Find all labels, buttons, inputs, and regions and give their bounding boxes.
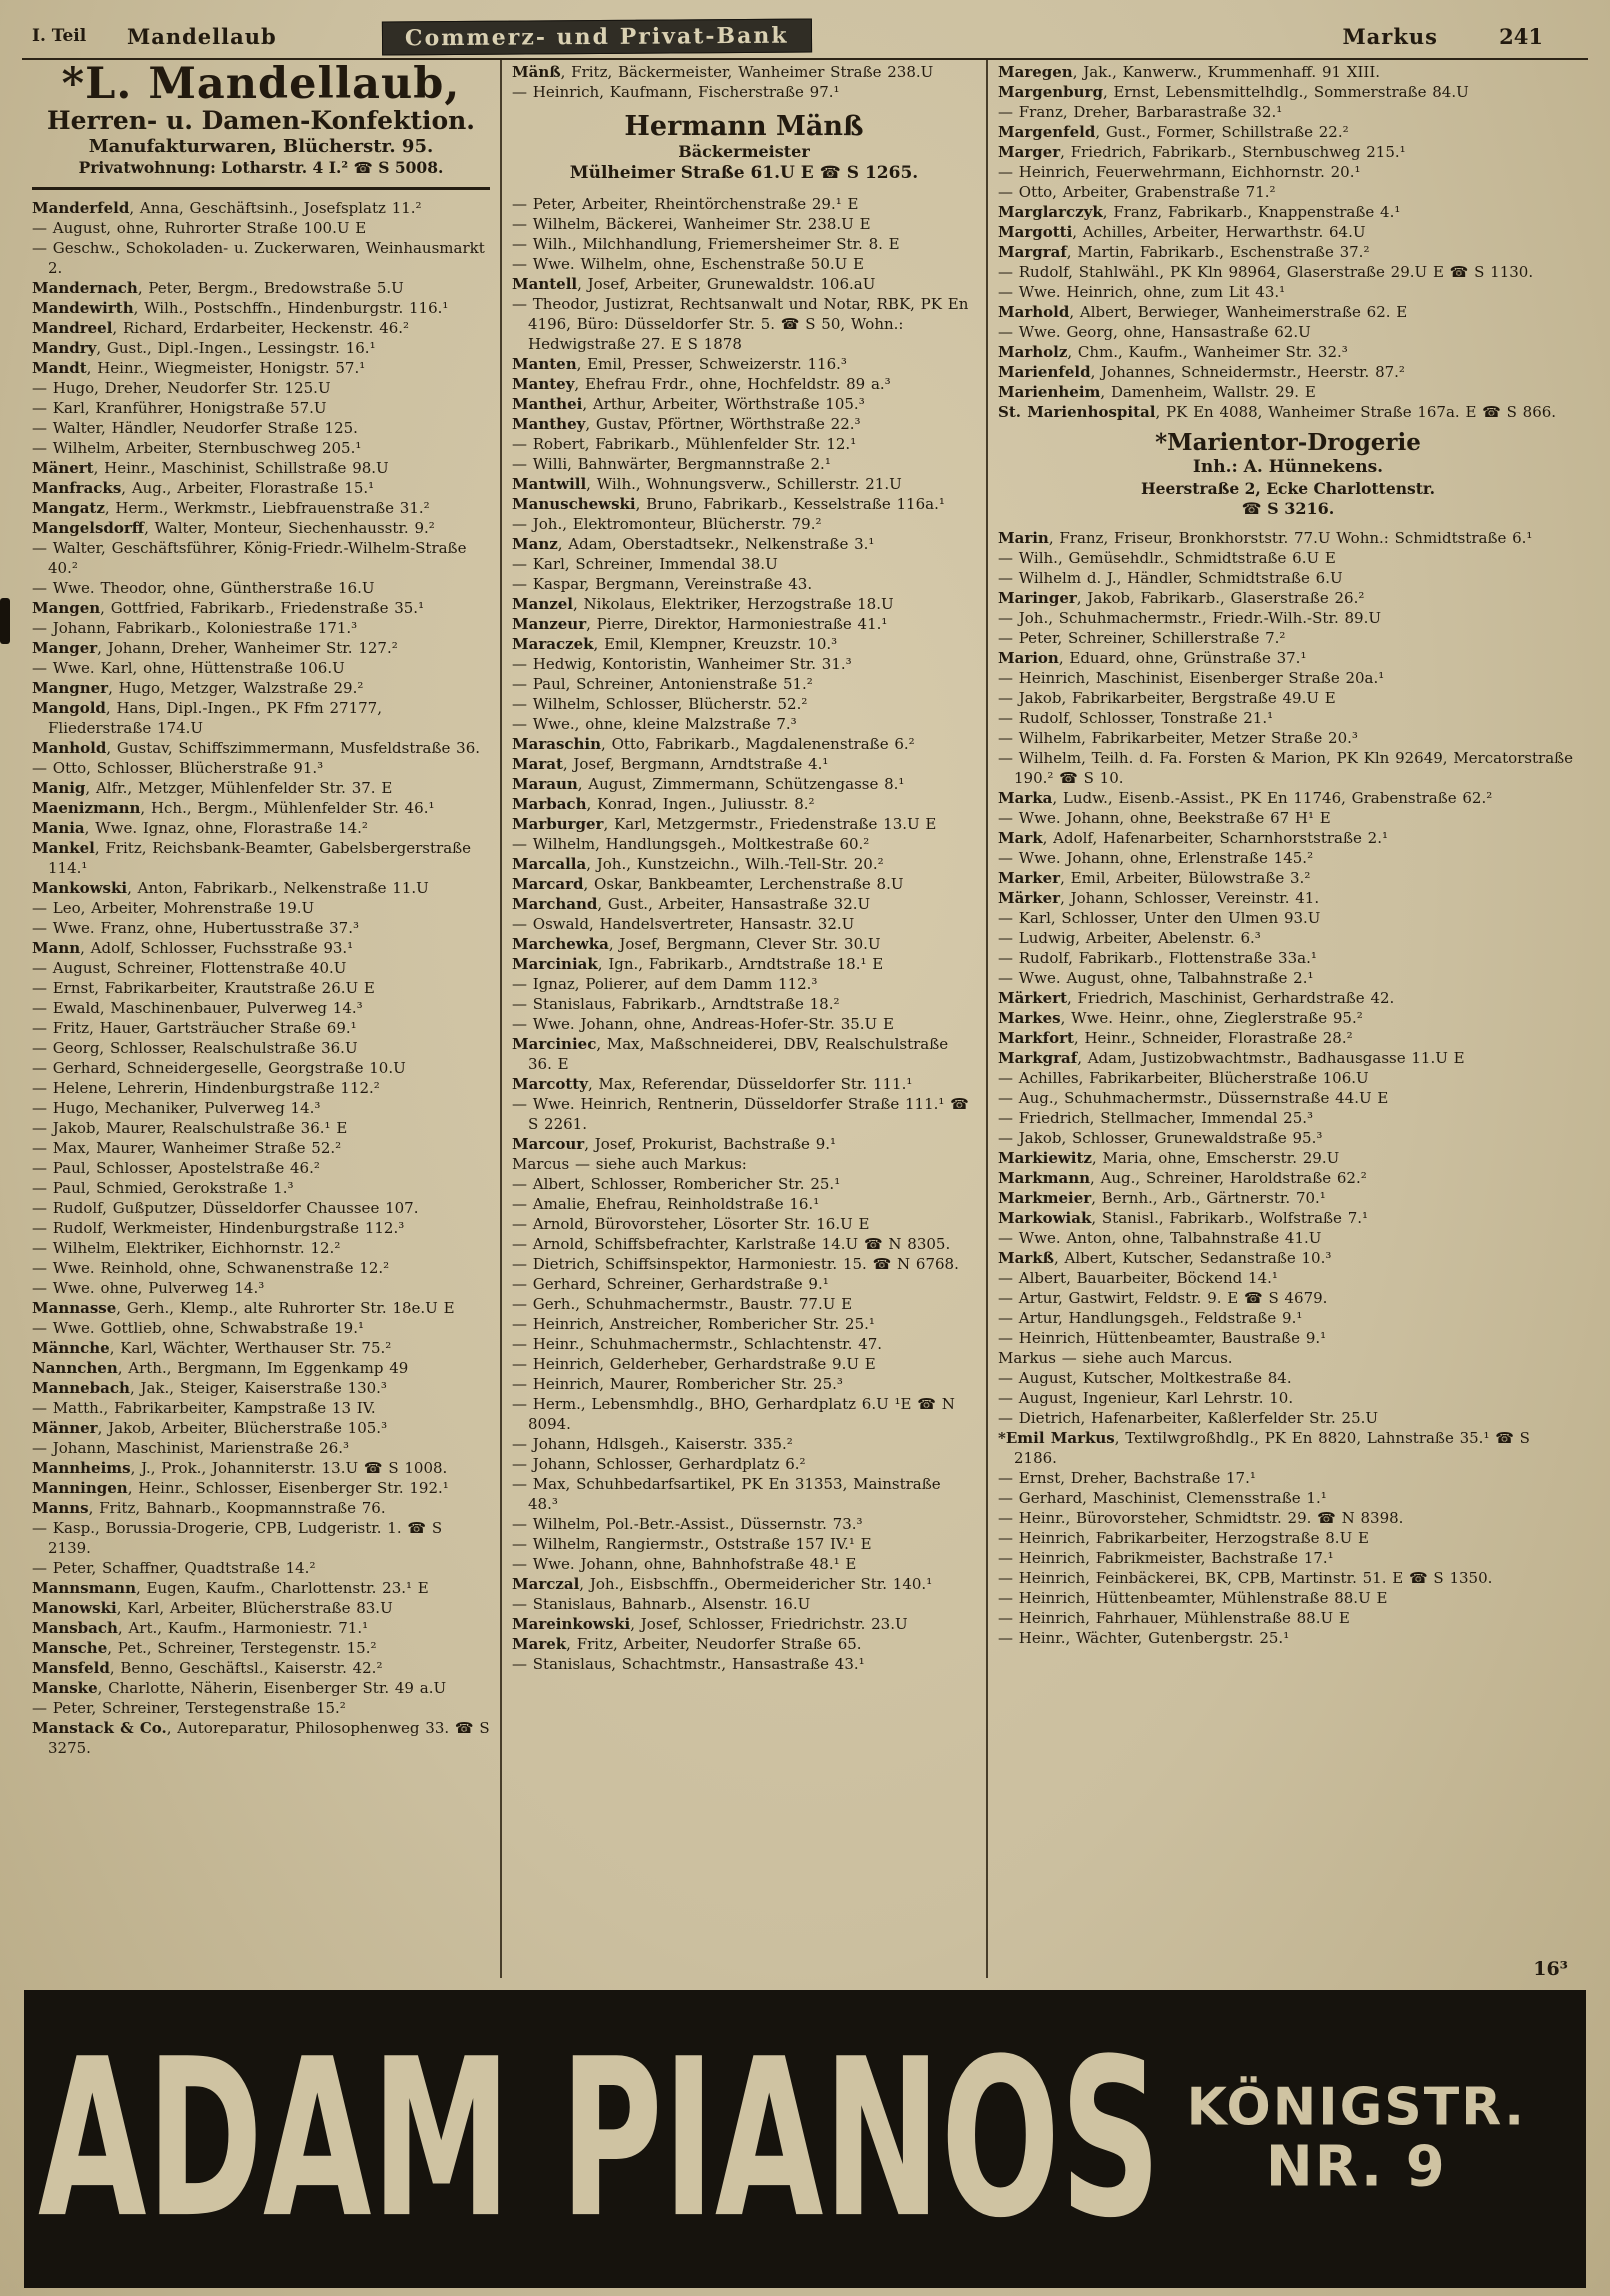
directory-entry: — Stanislaus, Schachtmstr., Hansastraße 43.¹ [512, 1655, 865, 1674]
directory-entry: Manuschewski, Bruno, Fabrikarb., Kesselstraße 116a.¹ [512, 495, 945, 514]
column-1 [22, 60, 500, 1978]
directory-entry: — Dietrich, Schiffsinspektor, Harmoniestr. 15. ☎ N 6768. [512, 1255, 959, 1274]
directory-entry: — Robert, Fabrikarb., Mühlenfelder Str. 12.¹ [512, 435, 857, 454]
marientor-ad-phone-line [998, 499, 1578, 520]
directory-entry: — Friedrich, Stellmacher, Immendal 25.³ [998, 1109, 1314, 1128]
directory-entry: Marin, Franz, Friseur, Bronkhorststr. 77.U Wohn.: Schmidtstraße 6.¹ [998, 529, 1533, 548]
directory-entry: Mänert, Heinr., Maschinist, Schillstraße 98.U [32, 458, 389, 477]
maenss-ad-role: Bäckermeister [678, 141, 810, 161]
directory-entry: — Rudolf, Fabrikarb., Flottenstraße 33a.¹ [998, 949, 1317, 968]
adam-pianos-ad [24, 1990, 1586, 2288]
directory-entry: Marger, Friedrich, Fabrikarb., Sternbuschweg 215.¹ [998, 143, 1406, 161]
directory-entry: Mangelsdorff, Walter, Monteur, Siechenhausstr. 9.² [32, 518, 435, 537]
directory-entry: Märker, Johann, Schlosser, Vereinstr. 41. [998, 889, 1320, 908]
directory-entry: Marienheim, Damenheim, Wallstr. 29. E [998, 383, 1316, 401]
maenss-ad-name: Hermann Mänß [624, 111, 864, 142]
directory-entry: Mangatz, Herm., Werkmstr., Liebfrauenstraße 31.² [32, 498, 430, 517]
directory-entry: — Wwe. Johann, ohne, Erlenstraße 145.² [998, 849, 1314, 868]
directory-entry: — Oswald, Handelsvertreter, Hansastr. 32.U [512, 915, 855, 934]
directory-entry: Mangen, Gottfried, Fabrikarb., Friedenstraße 35.¹ [32, 598, 425, 617]
directory-entry: Markes, Wwe. Heinr., ohne, Zieglerstraße 95.² [998, 1009, 1363, 1028]
directory-entry: Manthei, Arthur, Arbeiter, Wörthstraße 105.³ [512, 395, 865, 414]
directory-entry: — Heinrich, Maschinist, Eisenberger Straße 20a.¹ [998, 669, 1385, 688]
directory-entry: Marker, Emil, Arbeiter, Bülowstraße 3.² [998, 869, 1311, 888]
directory-entry: — Otto, Arbeiter, Grabenstraße 71.² [998, 183, 1276, 201]
directory-entry: — Herm., Lebensmhdlg., BHO, Gerhardplatz 6.U ¹E ☎ N 8094. [512, 1395, 955, 1434]
signature-mark: 16³ [1533, 1958, 1568, 1980]
directory-entry: — Geschw., Schokoladen- u. Zuckerwaren, Weinhausmarkt 2. [32, 238, 485, 277]
directory-entry: — Wwe. ohne, Pulverweg 14.³ [32, 1278, 265, 1297]
mandellaub-ad-name: *L. Mandellaub, [61, 60, 461, 109]
directory-entry: — Wilhelm, Rangiermstr., Oststraße 157 IV.¹ E [512, 1535, 872, 1554]
directory-entry: — Theodor, Justizrat, Rechtsanwalt und Notar, RBK, PK En 4196, Büro: Düsseldorfer Str. 5. ☎ S 50, Wohn.: Hedwigstraße 27. E S 1878 [512, 295, 969, 354]
directory-entry: — Heinrich, Feinbäckerei, BK, CPB, Martinstr. 51. E ☎ S 1350. [998, 1569, 1493, 1588]
header-left-keyword: Mandellaub [127, 24, 277, 49]
directory-entry: St. Marienhospital, PK En 4088, Wanheimer Straße 167a. E ☎ S 866. [998, 403, 1557, 421]
directory-entry: — Peter, Schreiner, Schillerstraße 7.² [998, 629, 1286, 648]
directory-entry: — Helene, Lehrerin, Hindenburgstraße 112.² [32, 1078, 380, 1097]
directory-entry: — Wwe. August, ohne, Talbahnstraße 2.¹ [998, 969, 1314, 988]
ink-smudge [0, 598, 10, 644]
directory-entry: — Gerh., Schuhmachermstr., Baustr. 77.U E [512, 1295, 853, 1314]
directory-entry: Mandewirth, Wilh., Postschffn., Hindenburgstr. 116.¹ [32, 298, 449, 317]
mandellaub-ad-home: Privatwohnung: Lotharstr. 4 I.² ☎ S 5008. [78, 158, 444, 178]
directory-entry: — Peter, Schreiner, Terstegenstraße 15.² [32, 1698, 346, 1717]
mandellaub-ad-trade: Herren- u. Damen-Konfektion. [46, 106, 475, 136]
directory-entry: Marek, Fritz, Arbeiter, Neudorfer Straße 65. [512, 1635, 862, 1654]
directory-entry: — Wilhelm, Teilh. d. Fa. Forsten & Marion, PK Kln 92649, Mercatorstraße 190.² ☎ S 10. [998, 749, 1574, 788]
entries-col1 [32, 198, 490, 1758]
directory-entry: — Wilh., Milchhandlung, Friemersheimer Str. 8. E [512, 235, 900, 254]
directory-entry: Manten, Emil, Presser, Schweizerstr. 116.³ [512, 355, 847, 374]
directory-entry: Markiewitz, Maria, ohne, Emscherstr. 29.U [998, 1149, 1340, 1168]
directory-entry: Mangold, Hans, Dipl.-Ingen., PK Ffm 27177, Fliederstraße 174.U [32, 698, 382, 737]
directory-entry: Marchand, Gust., Arbeiter, Hansastraße 32.U [512, 895, 871, 914]
directory-entry: — Kasp., Borussia-Drogerie, CPB, Ludgeristr. 1. ☎ S 2139. [32, 1518, 443, 1557]
directory-entry: Manningen, Heinr., Schlosser, Eisenberger Str. 192.¹ [32, 1478, 449, 1497]
directory-entry: Marburger, Karl, Metzgermstr., Friedenstraße 13.U E [512, 815, 937, 834]
directory-entry: Margenburg, Ernst, Lebensmittelhdlg., Sommerstraße 84.U [998, 83, 1469, 101]
directory-entry: — Artur, Handlungsgeh., Feldstraße 9.¹ [998, 1309, 1303, 1328]
directory-entry: — Wilhelm, Handlungsgeh., Moltkestraße 60.² [512, 835, 870, 854]
directory-columns [22, 60, 1588, 1978]
directory-entry: Manhold, Gustav, Schiffszimmermann, Musfeldstraße 36. [32, 738, 481, 757]
directory-entry: Margraf, Martin, Fabrikarb., Eschenstraße 37.² [998, 243, 1370, 261]
directory-entry: — Wilh., Gemüsehdlr., Schmidtstraße 6.U E [998, 549, 1336, 568]
directory-entry: Markowiak, Stanisl., Fabrikarb., Wolfstraße 7.¹ [998, 1209, 1369, 1228]
directory-entry: Mansche, Pet., Schreiner, Terstegenstr. 15.² [32, 1638, 377, 1657]
directory-entry: — Hugo, Mechaniker, Pulverweg 14.³ [32, 1098, 321, 1117]
directory-entry: Mangner, Hugo, Metzger, Walzstraße 29.² [32, 678, 364, 697]
maenss-ad [512, 112, 976, 186]
directory-entry: Markmeier, Bernh., Arb., Gärtnerstr. 70.¹ [998, 1189, 1326, 1208]
directory-entry: — Arnold, Bürovorsteher, Lösorter Str. 16.U E [512, 1215, 870, 1234]
directory-entry: — Johann, Schlosser, Gerhardplatz 6.² [512, 1455, 806, 1474]
directory-entry: Mänß, Fritz, Bäckermeister, Wanheimer Straße 238.U [512, 63, 934, 81]
page-header [22, 0, 1588, 60]
entries-col3-pre [998, 62, 1578, 422]
directory-entry: — Rudolf, Werkmeister, Hindenburgstraße 112.³ [32, 1218, 405, 1237]
directory-entry: — Karl, Schreiner, Immendal 38.U [512, 555, 778, 574]
marientor-ad-owner: Inh.: A. Hünnekens. [1192, 457, 1384, 478]
directory-entry: *Emil Markus, Textilwgroßhdlg., PK En 8820, Lahnstraße 35.¹ ☎ S 2186. [998, 1429, 1530, 1468]
directory-entry: Mareinkowski, Josef, Schlosser, Friedrichstr. 23.U [512, 1615, 908, 1634]
directory-entry: — Jakob, Schlosser, Grunewaldstraße 95.³ [998, 1129, 1323, 1148]
directory-entry: Mankowski, Anton, Fabrikarb., Nelkenstraße 11.U [32, 878, 429, 897]
directory-entry: — Otto, Schlosser, Blücherstraße 91.³ [32, 758, 324, 777]
directory-entry: — Gerhard, Schreiner, Gerhardstraße 9.¹ [512, 1275, 829, 1294]
marientor-ad-name: *Marientor-Drogerie [1155, 429, 1421, 456]
directory-entry: — Peter, Schaffner, Quadtstraße 14.² [32, 1558, 316, 1577]
directory-entry: Männche, Karl, Wächter, Werthauser Str. 75.² [32, 1338, 392, 1357]
directory-entry: Markfort, Heinr., Schneider, Florastraße 28.² [998, 1029, 1353, 1048]
directory-entry: — Wwe. Franz, ohne, Hubertusstraße 37.³ [32, 918, 359, 937]
directory-entry: Mantell, Josef, Arbeiter, Grunewaldstr. 106.aU [512, 275, 876, 294]
directory-entry: — Johann, Hdlsgeh., Kaiserstr. 335.² [512, 1435, 793, 1454]
directory-entry: — Wwe. Gottlieb, ohne, Schwabstraße 19.¹ [32, 1318, 364, 1337]
directory-entry: — Wwe. Johann, ohne, Andreas-Hofer-Str. 35.U E [512, 1015, 894, 1034]
header-right-keyword: Markus [1342, 24, 1438, 49]
directory-entry: Marbach, Konrad, Ingen., Juliusstr. 8.² [512, 795, 815, 814]
column-2 [500, 60, 986, 1978]
directory-entry: Mannheims, J., Prok., Johanniterstr. 13.U ☎ S 1008. [32, 1458, 448, 1477]
adam-pianos-number: NR. 9 [1265, 2134, 1447, 2200]
directory-entry: Mannebach, Jak., Steiger, Kaiserstraße 130.³ [32, 1378, 387, 1397]
directory-entry: — Joh., Schuhmachermstr., Friedr.-Wilh.-Str. 89.U [998, 609, 1381, 628]
directory-entry: — Artur, Gastwirt, Feldstr. 9. E ☎ S 4679. [998, 1289, 1328, 1308]
adam-pianos-brand: ADAM PIANOS [38, 2011, 1162, 2266]
directory-entry: Markus — siehe auch Marcus. [998, 1349, 1233, 1368]
directory-entry: Manfracks, Aug., Arbeiter, Florastraße 15.¹ [32, 478, 375, 497]
directory-entry: — Johann, Fabrikarb., Koloniestraße 171.³ [32, 618, 358, 637]
directory-entry: Manowski, Karl, Arbeiter, Blücherstraße 83.U [32, 1598, 393, 1617]
directory-entry: Maraschin, Otto, Fabrikarb., Magdalenenstraße 6.² [512, 735, 915, 754]
directory-entry: Mark, Adolf, Hafenarbeiter, Scharnhorststraße 2.¹ [998, 829, 1388, 848]
directory-entry: — Paul, Schlosser, Apostelstraße 46.² [32, 1158, 320, 1177]
marientor-ad-phone: S 3216. [1267, 499, 1335, 519]
bank-banner: Commerz- und Privat-Bank [382, 19, 812, 56]
directory-entry: — Dietrich, Hafenarbeiter, Kaßlerfelder Str. 25.U [998, 1409, 1379, 1428]
directory-entry: — August, ohne, Ruhrorter Straße 100.U E [32, 218, 367, 237]
directory-entry: Marciniak, Ign., Fabrikarb., Arndtstraße 18.¹ E [512, 955, 884, 974]
directory-entry: — Wwe. Heinrich, Rentnerin, Düsseldorfer Straße 111.¹ ☎ S 2261. [512, 1095, 969, 1134]
mandellaub-ad [32, 62, 490, 190]
directory-entry: Manig, Alfr., Metzger, Mühlenfelder Str. 37. E [32, 778, 393, 797]
directory-entry: Marcotty, Max, Referendar, Düsseldorfer Str. 111.¹ [512, 1075, 913, 1094]
directory-entry: — Matth., Fabrikarbeiter, Kampstraße 13 IV. [32, 1398, 376, 1417]
directory-entry: — Paul, Schreiner, Antonienstraße 51.² [512, 675, 813, 694]
directory-entry: — Heinrich, Kaufmann, Fischerstraße 97.¹ [512, 83, 840, 101]
directory-entry: — Ignaz, Polierer, auf dem Damm 112.³ [512, 975, 818, 994]
directory-entry: Marciniec, Max, Maßschneiderei, DBV, Realschulstraße 36. E [512, 1035, 949, 1074]
directory-entry: Mansbach, Art., Kaufm., Harmoniestr. 71.¹ [32, 1618, 369, 1637]
directory-entry: — Kaspar, Bergmann, Vereinstraße 43. [512, 575, 813, 594]
directory-entry: — Heinr., Wächter, Gutenbergstr. 25.¹ [998, 1629, 1290, 1648]
directory-entry: Marcus — siehe auch Markus: [512, 1155, 747, 1174]
directory-entry: Maraczek, Emil, Klempner, Kreuzstr. 10.³ [512, 635, 838, 654]
mandellaub-ad-phone: S 5008. [378, 158, 444, 178]
directory-entry: Maraun, August, Zimmermann, Schützengasse 8.¹ [512, 775, 905, 794]
directory-entry: — Heinrich, Feuerwehrmann, Eichhornstr. 20.¹ [998, 163, 1361, 181]
directory-entry: — Wilhelm, Pol.-Betr.-Assist., Düssernstr. 73.³ [512, 1515, 863, 1534]
directory-entry: — August, Kutscher, Moltkestraße 84. [998, 1369, 1292, 1388]
directory-entry: — Jakob, Maurer, Realschulstraße 36.¹ E [32, 1118, 348, 1137]
directory-entry: — Stanislaus, Fabrikarb., Arndtstraße 18.² [512, 995, 840, 1014]
directory-entry: — Karl, Kranführer, Honigstraße 57.U [32, 398, 327, 417]
directory-entry: — Arnold, Schiffsbefrachter, Karlstraße 14.U ☎ N 8305. [512, 1235, 951, 1254]
directory-entry: Mantey, Ehefrau Frdr., ohne, Hochfeldstr. 89 a.³ [512, 375, 891, 394]
directory-entry: Mann, Adolf, Schlosser, Fuchsstraße 93.¹ [32, 938, 354, 957]
directory-entry: — Ernst, Dreher, Bachstraße 17.¹ [998, 1469, 1256, 1488]
directory-entry: — Wwe., ohne, kleine Malzstraße 7.³ [512, 715, 797, 734]
directory-entry: — Willi, Bahnwärter, Bergmannstraße 2.¹ [512, 455, 831, 474]
directory-entry: — Fritz, Hauer, Gartsträucher Straße 69.¹ [32, 1018, 357, 1037]
directory-entry: — Aug., Schuhmachermstr., Düssernstraße 44.U E [998, 1089, 1389, 1108]
directory-entry: Marat, Josef, Bergmann, Arndtstraße 4.¹ [512, 755, 829, 774]
directory-entry: Marka, Ludw., Eisenb.-Assist., PK En 11746, Grabenstraße 62.² [998, 789, 1493, 808]
directory-entry: Margenfeld, Gust., Former, Schillstraße 22.² [998, 123, 1349, 141]
directory-entry: Maregen, Jak., Kanwerw., Krummenhaff. 91 XIII. [998, 63, 1381, 81]
directory-entry: Markß, Albert, Kutscher, Sedanstraße 10.³ [998, 1249, 1332, 1268]
directory-entry: — Ernst, Fabrikarbeiter, Krautstraße 26.U E [32, 978, 375, 997]
directory-entry: — Heinr., Schuhmachermstr., Schlachtenstr. 47. [512, 1335, 883, 1354]
directory-entry: — Peter, Arbeiter, Rheintörchenstraße 29.¹ E [512, 195, 859, 214]
directory-entry: — Wwe. Theodor, ohne, Güntherstraße 16.U [32, 578, 375, 597]
directory-entry: — Wilhelm, Schlosser, Blücherstr. 52.² [512, 695, 808, 714]
directory-entry: — Stanislaus, Bahnarb., Alsenstr. 16.U [512, 1595, 811, 1614]
directory-entry: Manzel, Nikolaus, Elektriker, Herzogstraße 18.U [512, 595, 894, 614]
marientor-ad [998, 430, 1578, 520]
adam-pianos-address [1186, 2077, 1526, 2200]
directory-entry: — Wwe. Wilhelm, ohne, Eschenstraße 50.U E [512, 255, 865, 274]
directory-entry: — Heinrich, Fabrikarbeiter, Herzogstraße 8.U E [998, 1529, 1369, 1548]
directory-entry: Marchewka, Josef, Bergmann, Clever Str. 30.U [512, 935, 881, 954]
directory-entry: — Rudolf, Schlosser, Tonstraße 21.¹ [998, 709, 1274, 728]
directory-entry: — Wilhelm, Arbeiter, Sternbuschweg 205.¹ [32, 438, 362, 457]
phone-icon: ☎ [1241, 499, 1262, 519]
maenss-ad-phone: S 1265. [846, 163, 919, 184]
directory-entry: Manderfeld, Anna, Geschäftsinh., Josefsplatz 11.² [32, 198, 422, 217]
directory-entry: — Amalie, Ehefrau, Reinholdstraße 16.¹ [512, 1195, 820, 1214]
directory-entry: — Rudolf, Gußputzer, Düsseldorfer Chaussee 107. [32, 1198, 419, 1217]
directory-entry: — Johann, Maschinist, Marienstraße 26.³ [32, 1438, 350, 1457]
directory-entry: — Rudolf, Stahlwähl., PK Kln 98964, Glaserstraße 29.U E ☎ S 1130. [998, 263, 1534, 281]
directory-entry: — Wilhelm, Bäckerei, Wanheimer Str. 238.U E [512, 215, 871, 234]
directory-entry: Mansfeld, Benno, Geschäftsl., Kaiserstr. 42.² [32, 1658, 383, 1677]
directory-entry: — Wwe. Karl, ohne, Hüttenstraße 106.U [32, 658, 345, 677]
directory-entry: — Wwe. Johann, ohne, Beekstraße 67 H¹ E [998, 809, 1331, 828]
entries-col3 [998, 528, 1578, 1648]
directory-entry: — Wwe. Georg, ohne, Hansastraße 62.U [998, 323, 1311, 341]
directory-entry: — Wwe. Johann, ohne, Bahnhofstraße 48.¹ E [512, 1555, 857, 1574]
directory-entry: — Paul, Schmied, Gerokstraße 1.³ [32, 1178, 294, 1197]
section-label: I. Teil [32, 26, 87, 46]
directory-entry: Märkert, Friedrich, Maschinist, Gerhardstraße 42. [998, 989, 1395, 1008]
directory-entry: Manns, Fritz, Bahnarb., Koopmannstraße 76. [32, 1498, 386, 1517]
directory-entry: — August, Ingenieur, Karl Lehrstr. 10. [998, 1389, 1294, 1408]
directory-entry: — Wilhelm, Elektriker, Eichhornstr. 12.² [32, 1238, 341, 1257]
directory-entry: — Hugo, Dreher, Neudorfer Str. 125.U [32, 378, 331, 397]
directory-entry: Mania, Wwe. Ignaz, ohne, Florastraße 14.² [32, 818, 368, 837]
directory-entry: — Wwe. Heinrich, ohne, zum Lit 43.¹ [998, 283, 1286, 301]
directory-entry: Maringer, Jakob, Fabrikarb., Glaserstraße 26.² [998, 589, 1365, 608]
directory-entry: — Heinrich, Hüttenbeamter, Baustraße 9.¹ [998, 1329, 1327, 1348]
directory-entry: — Wilhelm d. J., Händler, Schmidtstraße 6.U [998, 569, 1343, 588]
directory-entry: — Heinrich, Maurer, Rombericher Str. 25.³ [512, 1375, 843, 1394]
directory-entry: Marcour, Josef, Prokurist, Bachstraße 9.¹ [512, 1135, 837, 1154]
directory-entry: — Leo, Arbeiter, Mohrenstraße 19.U [32, 898, 315, 917]
directory-entry: — Karl, Schlosser, Unter den Ulmen 93.U [998, 909, 1321, 928]
directory-entry: — Heinrich, Anstreicher, Rombericher Str. 25.¹ [512, 1315, 875, 1334]
directory-entry: — Gerhard, Schneidergeselle, Georgstraße 10.U [32, 1058, 406, 1077]
column-3 [986, 60, 1588, 1978]
directory-entry: — Wilhelm, Fabrikarbeiter, Metzer Straße 20.³ [998, 729, 1358, 748]
directory-entry: Marcalla, Joh., Kunstzeichn., Wilh.-Tell-Str. 20.² [512, 855, 884, 874]
directory-entry: Manthey, Gustav, Pförtner, Wörthstraße 22.³ [512, 415, 861, 434]
directory-entry: Mandreel, Richard, Erdarbeiter, Heckenstr. 46.² [32, 318, 410, 337]
directory-entry: Marienfeld, Johannes, Schneidermstr., Heerstr. 87.² [998, 363, 1405, 381]
directory-entry: — Walter, Geschäftsführer, König-Friedr.-Wilhelm-Straße 40.² [32, 538, 467, 577]
directory-entry: — Wwe. Anton, ohne, Talbahnstraße 41.U [998, 1229, 1322, 1248]
directory-entry: Marion, Eduard, ohne, Grünstraße 37.¹ [998, 649, 1307, 668]
directory-entry: Markgraf, Adam, Justizobwachtmstr., Badhausgasse 11.U E [998, 1049, 1465, 1068]
directory-entry: Marczal, Joh., Eisbschffn., Obermeidericher Str. 140.¹ [512, 1575, 933, 1594]
directory-entry: — Georg, Schlosser, Realschulstraße 36.U [32, 1038, 358, 1057]
directory-entry: Manstack & Co., Autoreparatur, Philosophenweg 33. ☎ S 3275. [32, 1718, 490, 1757]
directory-entry: Marhold, Albert, Berwieger, Wanheimerstraße 62. E [998, 303, 1408, 321]
directory-entry: — August, Schreiner, Flottenstraße 40.U [32, 958, 347, 977]
directory-entry: — Jakob, Fabrikarbeiter, Bergstraße 49.U E [998, 689, 1336, 708]
directory-entry: — Heinrich, Fahrhauer, Mühlenstraße 88.U E [998, 1609, 1350, 1628]
directory-entry: — Heinrich, Gelderheber, Gerhardstraße 9.U E [512, 1355, 876, 1374]
directory-entry: Mankel, Fritz, Reichsbank-Beamter, Gabelsbergerstraße 114.¹ [32, 838, 472, 877]
directory-entry: — Hedwig, Kontoristin, Wanheimer Str. 31.³ [512, 655, 852, 674]
marientor-ad-address: Heerstraße 2, Ecke Charlottenstr. [1140, 478, 1435, 498]
directory-entry: — Heinr., Bürovorsteher, Schmidtstr. 29. ☎ N 8398. [998, 1509, 1404, 1528]
directory-entry: — Wwe. Reinhold, ohne, Schwanenstraße 12.² [32, 1258, 390, 1277]
directory-entry: Mandt, Heinr., Wiegmeister, Honigstr. 57.¹ [32, 358, 366, 377]
page-number: 241 [1499, 24, 1543, 49]
directory-entry: — Heinrich, Hüttenbeamter, Mühlenstraße 88.U E [998, 1589, 1388, 1608]
directory-entry: — Albert, Bauarbeiter, Böckend 14.¹ [998, 1269, 1278, 1288]
directory-entry: — Walter, Händler, Neudorfer Straße 125. [32, 418, 358, 437]
directory-entry: Manger, Johann, Dreher, Wanheimer Str. 127.² [32, 638, 398, 657]
adam-pianos-street: KÖNIGSTR. [1186, 2077, 1526, 2138]
directory-entry: Markmann, Aug., Schreiner, Haroldstraße 62.² [998, 1169, 1367, 1188]
directory-entry: — Ludwig, Arbeiter, Abelenstr. 6.³ [998, 929, 1261, 948]
directory-entry: Mandernach, Peter, Bergm., Bredowstraße 5.U [32, 278, 404, 297]
directory-entry: Marcard, Oskar, Bankbeamter, Lerchenstraße 8.U [512, 875, 904, 894]
directory-entry: — Achilles, Fabrikarbeiter, Blücherstraße 106.U [998, 1069, 1369, 1088]
phone-icon: ☎ [353, 159, 373, 178]
directory-entry: Manske, Charlotte, Näherin, Eisenberger Str. 49 a.U [32, 1678, 447, 1697]
directory-entry: Marglarczyk, Franz, Fabrikarb., Knappenstraße 4.¹ [998, 203, 1401, 221]
entries-col2-pre [512, 62, 976, 102]
directory-entry: — Joh., Elektromonteur, Blücherstr. 79.² [512, 515, 822, 534]
maenss-ad-address: Mülheimer Straße 61.U E ☎ S 1265. [569, 163, 919, 184]
directory-entry: Mannasse, Gerh., Klemp., alte Ruhrorter Str. 18e.U E [32, 1298, 455, 1317]
directory-entry: — Gerhard, Maschinist, Clemensstraße 1.¹ [998, 1489, 1327, 1508]
directory-entry: — Ewald, Maschinenbauer, Pulverweg 14.³ [32, 998, 363, 1017]
directory-entry: — Franz, Dreher, Barbarastraße 32.¹ [998, 103, 1283, 121]
directory-entry: — Max, Maurer, Wanheimer Straße 52.² [32, 1138, 342, 1157]
mandellaub-ad-address: Manufakturwaren, Blücherstr. 95. [88, 135, 434, 157]
directory-entry: — Albert, Schlosser, Rombericher Str. 25.¹ [512, 1175, 841, 1194]
directory-entry: Maenizmann, Hch., Bergm., Mühlenfelder Str. 46.¹ [32, 798, 435, 817]
directory-entry: Margotti, Achilles, Arbeiter, Herwarthstr. 64.U [998, 223, 1366, 241]
directory-entry: — Heinrich, Fabrikmeister, Bachstraße 17.¹ [998, 1549, 1334, 1568]
phone-icon: ☎ [819, 163, 841, 184]
directory-entry: Mantwill, Wilh., Wohnungsverw., Schillerstr. 21.U [512, 475, 902, 494]
directory-entry: Marholz, Chm., Kaufm., Wanheimer Str. 32.³ [998, 343, 1348, 361]
directory-entry: Mandry, Gust., Dipl.-Ingen., Lessingstr. 16.¹ [32, 338, 376, 357]
directory-entry: Nannchen, Arth., Bergmann, Im Eggenkamp 49 [32, 1358, 409, 1377]
directory-entry: Manzeur, Pierre, Direktor, Harmoniestraße 41.¹ [512, 615, 888, 634]
entries-col2 [512, 194, 976, 1674]
directory-entry: Männer, Jakob, Arbeiter, Blücherstraße 105.³ [32, 1418, 388, 1437]
directory-entry: — Max, Schuhbedarfsartikel, PK En 31353, Mainstraße 48.³ [512, 1475, 941, 1514]
directory-entry: Mannsmann, Eugen, Kaufm., Charlottenstr. 23.¹ E [32, 1578, 429, 1597]
directory-entry: Manz, Adam, Oberstadtsekr., Nelkenstraße 3.¹ [512, 535, 875, 554]
